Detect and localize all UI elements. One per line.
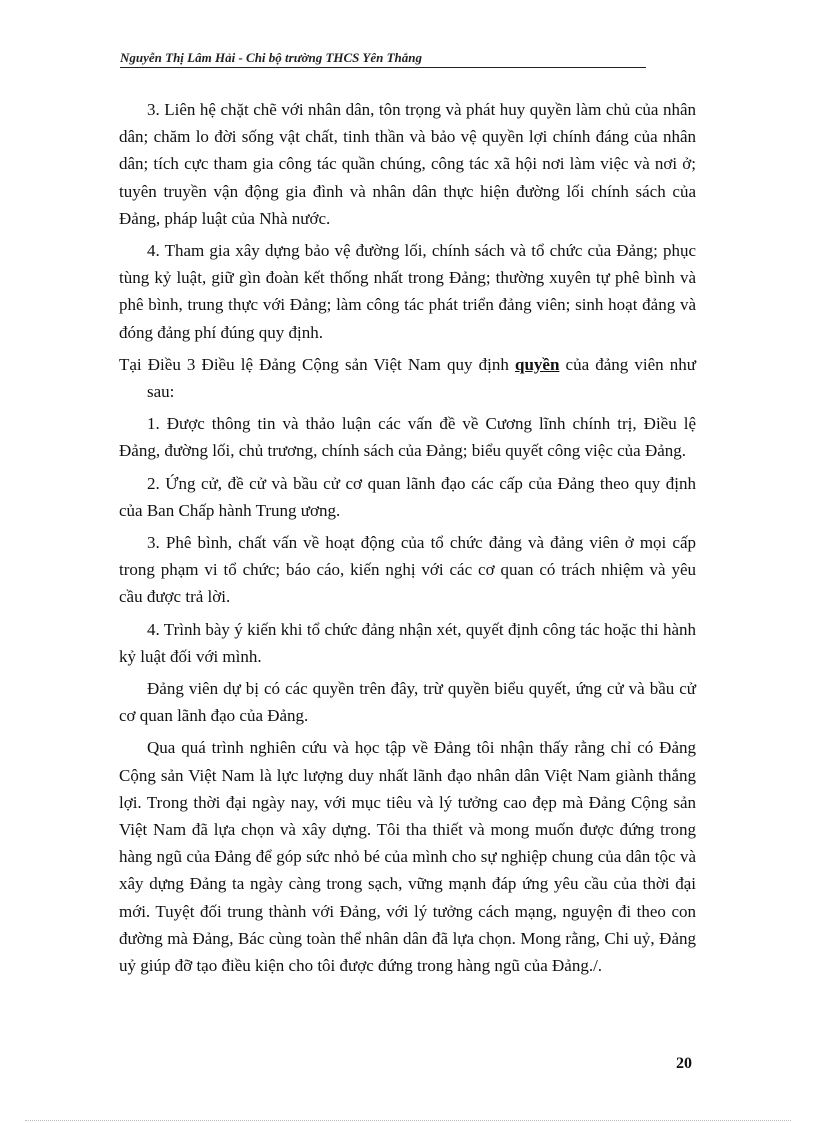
- rights-intro: [119, 351, 696, 405]
- rights-intro-after: của đảng viên như sau:: [147, 354, 697, 402]
- running-header: Nguyễn Thị Lâm Hải - Chi bộ trường THCS Yên Thắng: [120, 50, 646, 68]
- document-body: [119, 96, 696, 984]
- footer-divider: [25, 1120, 791, 1121]
- conclusion-paragraph: Qua quá trình nghiên cứu và học tập về Đảng tôi nhận thấy rằng chỉ có Đảng Cộng sản Việt Nam là lực lượng duy nhất lãnh đạo nhân dân Việt Nam giành thắng lợi. Trong thời đại ngày nay, với mục tiêu và lý tưởng cao đẹp mà Đảng Cộng sản Việt Nam đã lựa chọn và xây dựng. Tôi tha thiết và mong muốn được đứng trong hàng ngũ của Đảng để góp sức nhỏ bé của mình cho sự nghiệp chung của dân tộc và xây dựng Đảng ta ngày càng trong sạch, vững mạnh đáp ứng yêu cầu của thời đại mới. Tuyệt đối trung thành với Đảng, với lý tưởng cách mạng, nguyện đi theo con đường mà Đảng, Bác cùng toàn thể nhân dân đã lựa chọn. Mong rằng, Chi uỷ, Đảng uỷ giúp đỡ tạo điều kiện cho tôi được đứng trong hàng ngũ của Đảng./.: [119, 738, 696, 976]
- probationary-note: Đảng viên dự bị có các quyền trên đây, trừ quyền biểu quyết, ứng cử và bầu cử cơ quan lãnh đạo của Đảng.: [119, 679, 696, 726]
- page-number: 20: [676, 1055, 692, 1072]
- duty-item-4: 4. Tham gia xây dựng bảo vệ đường lối, chính sách và tổ chức của Đảng; phục tùng kỷ luật, giữ gìn đoàn kết thống nhất trong Đảng; thường xuyên tự phê bình và phê bình, trung thực với Đảng; làm công tác phát triển đảng viên; sinh hoạt đảng và đóng đảng phí đúng quy định.: [119, 241, 696, 342]
- right-item-1: 1. Được thông tin và thảo luận các vấn đề về Cương lĩnh chính trị, Điều lệ Đảng, đường lối, chủ trương, chính sách của Đảng; biểu quyết công việc của Đảng.: [119, 414, 696, 461]
- rights-keyword: quyền: [514, 354, 560, 374]
- right-item-3: 3. Phê bình, chất vấn về hoạt động của tổ chức đảng và đảng viên ở mọi cấp trong phạm vi tổ chức; báo cáo, kiến nghị với các cơ quan có trách nhiệm và yêu cầu được trả lời.: [119, 533, 696, 607]
- right-item-2: 2. Ứng cử, đề cử và bầu cử cơ quan lãnh đạo các cấp của Đảng theo quy định của Ban Chấp hành Trung ương.: [119, 473, 696, 520]
- rights-intro-before: Tại Điều 3 Điều lệ Đảng Cộng sản Việt Nam quy định: [119, 354, 515, 374]
- duty-item-3: 3. Liên hệ chặt chẽ với nhân dân, tôn trọng và phát huy quyền làm chủ của nhân dân; chăm lo đời sống vật chất, tinh thần và bảo vệ quyền lợi chính đáng của nhân dân; tích cực tham gia công tác quần chúng, công tác xã hội nơi làm việc và nơi ở; tuyên truyền vận động gia đình và nhân dân thực hiện đường lối chính sách của Đảng, pháp luật của Nhà nước.: [119, 100, 696, 228]
- right-item-4: 4. Trình bày ý kiến khi tổ chức đảng nhận xét, quyết định công tác hoặc thi hành kỷ luật đối với mình.: [119, 619, 696, 666]
